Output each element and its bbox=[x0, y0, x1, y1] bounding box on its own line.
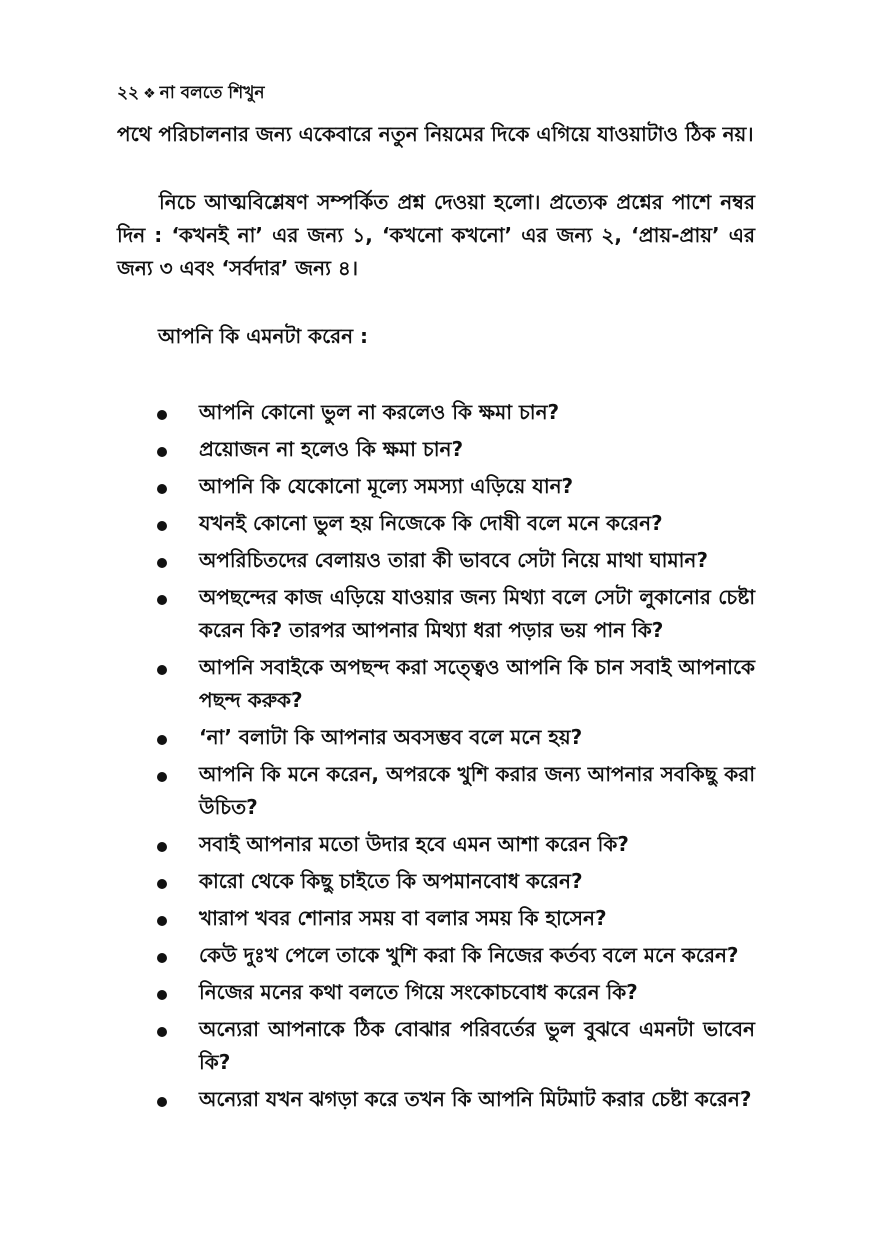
list-item bbox=[117, 433, 755, 466]
bullet-icon bbox=[157, 772, 167, 782]
list-item bbox=[117, 828, 755, 861]
bullet-icon bbox=[157, 410, 167, 420]
bullet-icon bbox=[157, 447, 167, 457]
question-text: ‘না’ বলাটা কি আপনার অবসম্ভব বলে মনে হয়? bbox=[199, 725, 583, 749]
question-text: অন্যেরা আপনাকে ঠিক বোঝার পরিবর্তের ভুল বুঝবে এমনটা ভাবেন কি? bbox=[199, 1017, 755, 1074]
list-item bbox=[117, 976, 755, 1009]
bullet-icon bbox=[157, 484, 167, 494]
list-item bbox=[117, 507, 755, 540]
question-text: কারো থেকে কিছু চাইতে কি অপমানবোধ করেন? bbox=[199, 869, 583, 893]
question-text: আপনি কোনো ভুল না করলেও কি ক্ষমা চান? bbox=[199, 400, 560, 424]
page-number: ২২ bbox=[117, 83, 140, 103]
bullet-icon bbox=[157, 521, 167, 531]
question-text: কেউ দুঃখ পেলে তাকে খুশি করা কি নিজের কর্তব্য বলে মনে করেন? bbox=[199, 943, 739, 967]
list-item bbox=[117, 721, 755, 754]
bullet-icon bbox=[157, 735, 167, 745]
question-text: যখনই কোনো ভুল হয় নিজেকে কি দোষী বলে মনে করেন? bbox=[199, 511, 663, 535]
bullet-icon bbox=[157, 953, 167, 963]
section-heading: আপনি কি এমনটা করেন : bbox=[158, 324, 369, 348]
question-text: সবাই আপনার মতো উদার হবে এমন আশা করেন কি? bbox=[199, 832, 629, 856]
paragraph-continuation: পথে পরিচালনার জন্য একেবারে নতুন নিয়মের দিকে এগিয়ে যাওয়াটাও ঠিক নয়। bbox=[117, 122, 754, 146]
list-item bbox=[117, 470, 755, 503]
list-item bbox=[117, 1083, 755, 1116]
paragraph-instructions: নিচে আত্মবিশ্লেষণ সম্পর্কিত প্রশ্ন দেওয়া হলো। প্রত্যেক প্রশ্নের পাশে নম্বর দিন : ‘কখনই না’ এর জন্য ১, ‘কখনো কখনো’ এর জন্য ২, ‘প্রায়-প্রায়’ এর জন্য ৩ এবং ‘সর্বদার’ জন্য ৪। bbox=[117, 190, 755, 280]
bullet-icon bbox=[157, 595, 167, 605]
question-text: আপনি কি মনে করেন, অপরকে খুশি করার জন্য আপনার সবকিছু করা উচিত? bbox=[199, 762, 755, 819]
question-text: অন্যেরা যখন ঝগড়া করে তখন কি আপনি মিটমাট করার চেষ্টা করেন? bbox=[199, 1087, 752, 1111]
bullet-icon bbox=[157, 842, 167, 852]
question-text: অপরিচিতদের বেলায়ও তারা কী ভাববে সেটা নিয়ে মাথা ঘামান? bbox=[199, 548, 708, 572]
question-text: নিজের মনের কথা বলতে গিয়ে সংকোচবোধ করেন কি? bbox=[199, 980, 638, 1004]
list-item bbox=[117, 1013, 755, 1079]
list-item bbox=[117, 939, 755, 972]
bullet-icon bbox=[157, 990, 167, 1000]
bullet-icon bbox=[157, 916, 167, 926]
bullet-icon bbox=[157, 1027, 167, 1037]
bullet-icon bbox=[157, 665, 167, 675]
book-title: না বলতে শিখুন bbox=[159, 83, 265, 103]
bullet-icon bbox=[157, 1097, 167, 1107]
question-text: খারাপ খবর শোনার সময় বা বলার সময় কি হাসেন? bbox=[199, 906, 607, 930]
list-item bbox=[117, 544, 755, 577]
running-header bbox=[117, 80, 265, 108]
list-item bbox=[117, 758, 755, 824]
ornament-separator-icon: ❖ bbox=[143, 86, 156, 102]
bullet-icon bbox=[157, 879, 167, 889]
list-item bbox=[117, 396, 755, 429]
question-text: অপছন্দের কাজ এড়িয়ে যাওয়ার জন্য মিথ্যা বলে সেটা লুকানোর চেষ্টা করেন কি? তারপর আপনার মিথ্যা ধরা পড়ার ভয় পান কি? bbox=[199, 585, 755, 642]
list-item bbox=[117, 865, 755, 898]
question-text: আপনি কি যেকোনো মূল্যে সমস্যা এড়িয়ে যান? bbox=[199, 474, 574, 498]
question-list bbox=[117, 396, 755, 1120]
list-item bbox=[117, 651, 755, 717]
bullet-icon bbox=[157, 558, 167, 568]
list-item bbox=[117, 581, 755, 647]
list-item bbox=[117, 902, 755, 935]
question-text: প্রয়োজন না হলেও কি ক্ষমা চান? bbox=[199, 437, 464, 461]
question-text: আপনি সবাইকে অপছন্দ করা সত্ত্বেও আপনি কি চান সবাই আপনাকে পছন্দ করুক? bbox=[199, 655, 755, 712]
